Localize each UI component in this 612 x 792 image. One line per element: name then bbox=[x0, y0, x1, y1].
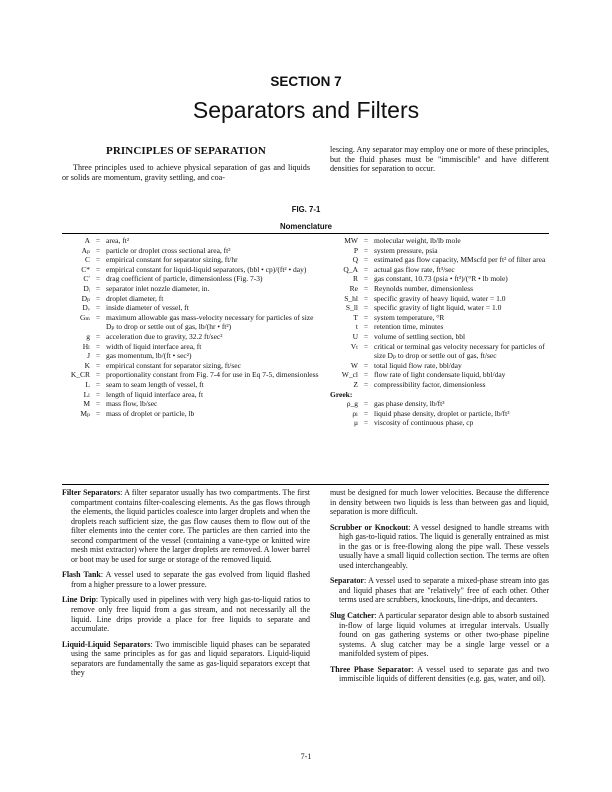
table-bottom-rule bbox=[62, 484, 549, 485]
nomenclature-symbol: C′ bbox=[83, 274, 90, 284]
nomenclature-row bbox=[62, 409, 320, 419]
definition-entry bbox=[330, 665, 549, 684]
nomenclature-row bbox=[330, 255, 550, 265]
equals-sign: = bbox=[363, 408, 369, 418]
nomenclature-row bbox=[330, 380, 550, 390]
definition-colon: : bbox=[374, 611, 379, 621]
equals-sign: = bbox=[363, 293, 369, 303]
definition-text: A filter separator usually has two compartments. The first compartment contains filter-coalescing elements. As the gas flows through the elements, the liquid particles coalesce into larger droplets and when the droplets reach sufficient size, the gas flow causes them to flow out of the filter elements into the center core. The particles are then carried into the second compartment of the vessel (containing a vane-type or knitted wire mesh mist extractor) where the larger droplets are removed. A lower barrel or boot may be used for surge or storage of the removed liquid. bbox=[71, 488, 310, 564]
nomenclature-row bbox=[330, 236, 550, 246]
nomenclature-symbol: MW bbox=[344, 236, 358, 245]
nomenclature-row bbox=[330, 274, 550, 284]
nomenclature-symbol: Re bbox=[349, 283, 358, 293]
nomenclature-definition: drag coefficient of particle, dimensionless (Fig. 7-3) bbox=[106, 274, 263, 284]
nomenclature-definition: specific gravity of light liquid, water = 1.0 bbox=[374, 303, 502, 313]
nomenclature-symbol: U bbox=[352, 331, 358, 341]
definition-entry bbox=[62, 488, 310, 564]
definition-term: Three Phase Separator bbox=[330, 664, 412, 674]
nomenclature-row bbox=[62, 284, 320, 294]
nomenclature-row bbox=[330, 370, 550, 380]
principles-text-right: lescing. Any separator may employ one or more of these principles, but the fluid phases must be "immiscible" and have different densities for separation to occur. bbox=[330, 145, 549, 174]
definition-colon: : bbox=[100, 570, 106, 580]
nomenclature-definition: actual gas flow rate, ft³/sec bbox=[374, 264, 455, 274]
nomenclature-definition: acceleration due to gravity, 32.2 ft/sec² bbox=[106, 331, 223, 341]
definition-colon: : bbox=[411, 664, 418, 674]
nomenclature-symbol: Dᵢ bbox=[83, 283, 90, 293]
nomenclature-symbol: C bbox=[84, 255, 90, 265]
nomenclature-definition: volume of settling section, bbl bbox=[374, 331, 466, 341]
nomenclature-definition: estimated gas flow capacity, MMscfd per ft² of filter area bbox=[374, 255, 546, 265]
definition-text: A vessel designed to handle streams with high gas-to-liquid ratios. The liquid is generally entrained as mist in the gas or is free-flowing along the pipe wall. These vessels usually have a small liquid collection section. The terms are often used interchangeably. bbox=[339, 522, 549, 570]
nomenclature-row bbox=[330, 246, 550, 256]
definition-entry bbox=[62, 640, 310, 678]
nomenclature-row bbox=[62, 342, 320, 352]
equals-sign: = bbox=[95, 351, 101, 361]
nomenclature-left bbox=[62, 236, 320, 418]
equals-sign: = bbox=[95, 399, 101, 409]
greek-row bbox=[330, 418, 550, 428]
nomenclature-symbol: Aₚ bbox=[81, 245, 90, 255]
definition-term: Slug Catcher bbox=[330, 611, 375, 621]
nomenclature-symbol: Dᵥ bbox=[82, 303, 90, 313]
greek-row bbox=[330, 409, 550, 419]
nomenclature-definition: area, ft² bbox=[106, 236, 130, 245]
page-number: 7-1 bbox=[300, 752, 312, 761]
nomenclature-definition: compressibility factor, dimensionless bbox=[374, 379, 486, 389]
nomenclature-symbol: g bbox=[86, 331, 90, 341]
definition-term: Flash Tank bbox=[62, 570, 101, 580]
equals-sign: = bbox=[363, 370, 369, 380]
nomenclature-row bbox=[62, 265, 320, 275]
nomenclature-definition: inside diameter of vessel, ft bbox=[106, 303, 189, 313]
definition-text: A vessel used to separate a mixed-phase stream into gas and liquid phases that are "relatively" free of each other. Other terms used are scrubbers, knockouts, line-drips, and decanters. bbox=[339, 576, 549, 605]
nomenclature-symbol: J bbox=[87, 351, 90, 361]
definition-term: Filter Separators bbox=[62, 488, 121, 497]
definition-colon: : bbox=[120, 488, 125, 497]
equals-sign: = bbox=[95, 293, 101, 303]
equals-sign: = bbox=[363, 341, 369, 351]
nomenclature-definition: length of liquid interface area, ft bbox=[106, 389, 204, 399]
definition-entry bbox=[330, 523, 549, 571]
definition-colon: : bbox=[408, 522, 413, 532]
nomenclature-symbol: M bbox=[83, 399, 90, 409]
nomenclature-row bbox=[330, 294, 550, 304]
nomenclature-definition: separator inlet nozzle diameter, in. bbox=[106, 283, 210, 293]
nomenclature-row bbox=[330, 284, 550, 294]
equals-sign: = bbox=[363, 312, 369, 322]
definition-term: Liquid-Liquid Separators bbox=[62, 639, 151, 649]
nomenclature-definition: viscosity of continuous phase, cp bbox=[374, 418, 474, 428]
nomenclature-row bbox=[62, 351, 320, 361]
definition-term: Separator bbox=[330, 576, 364, 586]
nomenclature-definition: particle or droplet cross sectional area, ft² bbox=[106, 245, 231, 255]
table-top-rule bbox=[62, 233, 549, 234]
nomenclature-row bbox=[62, 390, 320, 400]
definition-term: Scrubber or Knockout bbox=[330, 522, 409, 532]
nomenclature-symbol: Gₘ bbox=[79, 312, 90, 322]
nomenclature-row bbox=[330, 332, 550, 342]
equals-sign: = bbox=[95, 341, 101, 351]
nomenclature-row bbox=[62, 332, 320, 342]
greek-row bbox=[330, 399, 550, 409]
nomenclature-row bbox=[62, 370, 320, 380]
equals-sign: = bbox=[95, 303, 101, 313]
nomenclature-definition: system pressure, psia bbox=[374, 245, 438, 255]
equals-sign: = bbox=[363, 379, 369, 389]
nomenclature-definition: droplet diameter, ft bbox=[106, 293, 164, 303]
equals-sign: = bbox=[363, 255, 369, 265]
nomenclature-definition: empirical constant for separator sizing, ft/hr bbox=[106, 255, 238, 265]
equals-sign: = bbox=[95, 379, 101, 389]
definitions-left bbox=[62, 488, 310, 684]
equals-sign: = bbox=[95, 408, 101, 418]
equals-sign: = bbox=[95, 331, 101, 341]
nomenclature-row bbox=[62, 303, 320, 313]
nomenclature-right bbox=[330, 236, 550, 428]
nomenclature-symbol: K_CR bbox=[70, 370, 90, 380]
figure-label: FIG. 7-1 bbox=[291, 205, 321, 214]
nomenclature-definition: flow rate of light condensate liquid, bbl/day bbox=[374, 370, 506, 380]
nomenclature-row bbox=[62, 246, 320, 256]
nomenclature-symbol: μ bbox=[353, 418, 358, 428]
principles-paragraph-right bbox=[330, 145, 549, 174]
nomenclature-definition: gas phase density, lb/ft³ bbox=[374, 399, 445, 409]
nomenclature-symbol: Mₚ bbox=[80, 408, 90, 418]
definition-entry bbox=[330, 576, 549, 605]
definition-term: Line Drip bbox=[62, 595, 96, 605]
nomenclature-symbol: S_ll bbox=[345, 303, 358, 313]
nomenclature-symbol: Dₚ bbox=[81, 293, 90, 303]
definition-text: Typically used in pipelines with very high gas-to-liquid ratios to remove only free liquid from a gas stream, and not necessarily all the liquid. Line drips provide a place for free liquids to separate and accumulate. bbox=[71, 595, 310, 634]
equals-sign: = bbox=[363, 236, 369, 245]
nomenclature-symbol: Z bbox=[353, 379, 358, 389]
nomenclature-definition: proportionality constant from Fig. 7-4 for use in Eq 7-5, dimensionless bbox=[106, 370, 319, 380]
nomenclature-row bbox=[62, 313, 320, 332]
nomenclature-definition: total liquid flow rate, bbl/day bbox=[374, 360, 462, 370]
nomenclature-definition: empirical constant for liquid-liquid separators, (bbl • cp)/(ft² • day) bbox=[106, 264, 307, 274]
section-title: Separators and Filters bbox=[192, 97, 420, 123]
liquid-liquid-continuation: must be designed for much lower velocities. Because the difference in density between two liquids is less than between gas and liquid, separation is more difficult. bbox=[330, 488, 549, 517]
equals-sign: = bbox=[95, 312, 101, 322]
nomenclature-definition: seam to seam length of vessel, ft bbox=[106, 379, 204, 389]
nomenclature-row bbox=[62, 399, 320, 409]
nomenclature-row bbox=[330, 361, 550, 371]
equals-sign: = bbox=[95, 264, 101, 274]
principles-paragraph-left bbox=[62, 163, 310, 182]
nomenclature-symbol: T bbox=[353, 312, 358, 322]
nomenclature-row bbox=[62, 380, 320, 390]
nomenclature-symbol: Lₗ bbox=[83, 389, 90, 399]
nomenclature-definition: liquid phase density, droplet or particle, lb/ft³ bbox=[374, 408, 510, 418]
nomenclature-symbol: C* bbox=[81, 264, 90, 274]
nomenclature-symbol: ρₗ bbox=[352, 408, 358, 418]
definition-colon: : bbox=[95, 595, 101, 605]
equals-sign: = bbox=[95, 283, 101, 293]
definition-text: Two immiscible liquid phases can be separated using the same principles as for gas and liquid separators. Liquid-liquid separators are fundamentally the same as gas-liquid separators except that they bbox=[71, 639, 311, 678]
nomenclature-symbol: W bbox=[350, 360, 358, 370]
greek-label: Greek: bbox=[330, 389, 353, 399]
nomenclature-definition: mass of droplet or particle, lb bbox=[106, 408, 195, 418]
principles-text-left: Three principles used to achieve physical separation of gas and liquids or solids are momentum, gravity settling, and coa- bbox=[62, 163, 310, 182]
nomenclature-definition: system temperature, °R bbox=[374, 312, 445, 322]
nomenclature-symbol: S_hl bbox=[344, 293, 358, 303]
nomenclature-row bbox=[62, 361, 320, 371]
nomenclature-row bbox=[330, 322, 550, 332]
nomenclature-symbol: R bbox=[352, 274, 358, 284]
equals-sign: = bbox=[363, 331, 369, 341]
definition-entry bbox=[62, 570, 310, 589]
nomenclature-row bbox=[62, 236, 320, 246]
nomenclature-definition: gas momentum, lb/(ft • sec²) bbox=[106, 351, 192, 361]
equals-sign: = bbox=[363, 418, 369, 428]
nomenclature-definition: gas constant, 10.73 (psia • ft³)/(°R • lb mole) bbox=[374, 274, 508, 284]
equals-sign: = bbox=[363, 303, 369, 313]
figure-title: Nomenclature bbox=[280, 222, 332, 231]
nomenclature-symbol: Vₜ bbox=[350, 341, 358, 351]
nomenclature-definition: empirical constant for separator sizing, ft/sec bbox=[106, 360, 241, 370]
equals-sign: = bbox=[363, 274, 369, 284]
equals-sign: = bbox=[95, 245, 101, 255]
equals-sign: = bbox=[363, 360, 369, 370]
nomenclature-symbol: A bbox=[84, 236, 90, 245]
nomenclature-row bbox=[330, 313, 550, 323]
nomenclature-definition: maximum allowable gas mass-velocity necessary for particles of size Dₚ to drop or settle out of gas, lb/(hr • ft²) bbox=[106, 312, 314, 332]
equals-sign: = bbox=[95, 255, 101, 265]
equals-sign: = bbox=[95, 360, 101, 370]
equals-sign: = bbox=[95, 370, 101, 380]
equals-sign: = bbox=[363, 399, 369, 409]
definition-entry bbox=[330, 611, 549, 659]
nomenclature-definition: specific gravity of heavy liquid, water = 1.0 bbox=[374, 293, 506, 303]
definition-text: A vessel used to separate the gas evolved from liquid flashed from a higher pressure to a lower pressure. bbox=[71, 570, 310, 589]
nomenclature-row bbox=[62, 294, 320, 304]
nomenclature-symbol: L bbox=[85, 379, 90, 389]
equals-sign: = bbox=[95, 274, 101, 284]
principles-heading: PRINCIPLES OF SEPARATION bbox=[106, 145, 266, 157]
nomenclature-row bbox=[330, 265, 550, 275]
definitions-right-list bbox=[330, 523, 549, 684]
equals-sign: = bbox=[363, 283, 369, 293]
nomenclature-definition: molecular weight, lb/lb mole bbox=[374, 236, 461, 245]
nomenclature-row bbox=[330, 342, 550, 361]
definition-colon: : bbox=[363, 576, 369, 586]
nomenclature-definition: critical or terminal gas velocity necessary for particles of size Dₚ to drop or settle out of gas, ft/sec bbox=[374, 341, 545, 361]
nomenclature-symbol: t bbox=[355, 322, 358, 332]
nomenclature-definition: mass flow, lb/sec bbox=[106, 399, 158, 409]
definition-colon: : bbox=[150, 639, 156, 649]
nomenclature-symbol: Q bbox=[352, 255, 358, 265]
nomenclature-symbol: W_cl bbox=[341, 370, 358, 380]
equals-sign: = bbox=[363, 322, 369, 332]
section-label: SECTION 7 bbox=[270, 74, 342, 89]
definition-text: A vessel used to separate gas and two immiscible liquids of different densities (e.g. gas, water, and oil). bbox=[339, 664, 549, 684]
nomenclature-row bbox=[62, 274, 320, 284]
equals-sign: = bbox=[363, 264, 369, 274]
equals-sign: = bbox=[95, 236, 101, 245]
nomenclature-symbol: Hₗ bbox=[82, 341, 90, 351]
nomenclature-row bbox=[330, 303, 550, 313]
nomenclature-definition: Reynolds number, dimensionless bbox=[374, 283, 474, 293]
nomenclature-row bbox=[62, 255, 320, 265]
nomenclature-definition: retention time, minutes bbox=[374, 322, 444, 332]
nomenclature-symbol: K bbox=[84, 360, 90, 370]
equals-sign: = bbox=[95, 389, 101, 399]
equals-sign: = bbox=[363, 245, 369, 255]
nomenclature-symbol: ρ_g bbox=[346, 399, 358, 409]
definition-text: A particular separator design able to absorb sustained in-flow of large liquid volumes at irregular intervals. Usually found on gas gathering systems or other two-phase pipeline systems. A slug catcher may be a single large vessel or a manifolded system of pipes. bbox=[339, 611, 549, 659]
definition-entry bbox=[62, 595, 310, 633]
definitions-right bbox=[330, 488, 549, 690]
nomenclature-symbol: Q_A bbox=[343, 264, 358, 274]
nomenclature-symbol: P bbox=[353, 245, 358, 255]
nomenclature-definition: width of liquid interface area, ft bbox=[106, 341, 202, 351]
